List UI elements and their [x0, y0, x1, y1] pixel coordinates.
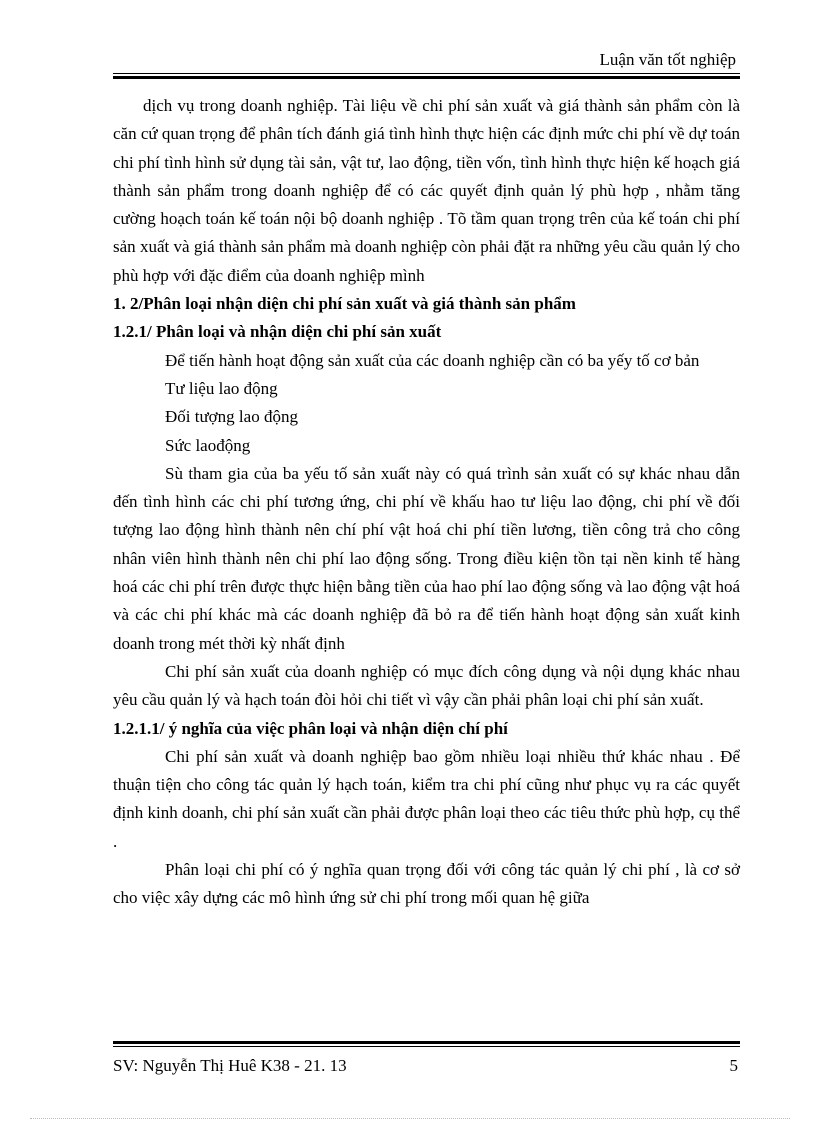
header-rule-thick — [113, 76, 740, 79]
footer-author: SV: Nguyễn Thị Huê K38 - 21. 13 — [113, 1056, 347, 1075]
body-paragraph: Để tiến hành hoạt động sản xuất của các doanh nghiệp cần có ba yếy tố cơ bản — [165, 350, 700, 370]
footer-rule-thin — [113, 1046, 740, 1047]
list-item: Tư liệu lao động — [165, 378, 278, 398]
subsubsection-heading: 1.2.1.1/ ý nghĩa của việc phân loại và nhận diện chí phí — [113, 718, 508, 738]
body-paragraph: Chi phí sản xuất và doanh nghiệp bao gồm nhiều loại nhiều thứ khác nhau . Để thuận tiện cho công tác quản lý hạch toán, kiểm tra chi phí cũng như phục vụ ra các quyết định kinh doanh, chi phí sản xuất cần phải được phân loại theo các tiêu thức phù hợp, cụ thể . — [113, 746, 740, 851]
header-title: Luận văn tốt nghiệp — [599, 50, 736, 69]
body-paragraph: dịch vụ trong doanh nghiệp. Tài liệu về chi phí sản xuất và giá thành sản phẩm còn là căn cứ quan trọng để phân tích đánh giá tình hình thực hiện các định mức chi phí về dự toán chi phí tình hình sử dụng tài sản, vật tư, lao động, tiền vốn, tình hình thực hiện kế hoạch giá thành sản phẩm trong doanh nghiệp để có các quyết định quản lý phù hợp , nhằm tăng cường hoạch toán kế toán nội bộ doanh nghiệp . Tõ tầm quan trọng trên của kế toán chi phí sản xuất và giá thành sản phẩm mà doanh nghiệp còn phải đặt ra những yêu cầu quản lý cho phù hợp với đặc điểm của doanh nghiệp mình — [113, 96, 740, 285]
section-heading: 1. 2/Phân loại nhận diện chi phí sản xuất và giá thành sản phẩm — [113, 294, 576, 314]
header-rule-thin — [113, 73, 740, 74]
body-paragraph: Sù tham gia của ba yếu tố sản xuất này có quá trình sản xuất có sự khác nhau dẫn đến tình hình các chi phí tương ứng, chi phí về khấu hao tư liệu lao động, chi phí về đối tượng lao động hình thành nên chí phí vật hoá chi phí tiền lương, tiền công trả cho công nhân viên hình thành nên chi phí lao động sống. Trong điều kiện tồn tại nền kinh tế hàng hoá các chi phí trên được thực hiện bằng tiền của hao phí lao động sống và lao động vật hoá và các chi phí khác mà các doanh nghiệp đã bỏ ra để tiến hành hoạt động sản xuất kinh doanh trong mét thời kỳ nhất định — [113, 463, 740, 653]
page-body — [113, 92, 740, 913]
body-paragraph: Chi phí sản xuất của doanh nghiệp có mục đích công dụng và nội dụng khác nhau yêu cầu quản lý và hạch toán đòi hỏi chi tiết vì vậy cần phải phân loại chi phí sản xuất. — [113, 661, 740, 710]
body-paragraph: Phân loại chi phí có ý nghĩa quan trọng đối với công tác quản lý chi phí , là cơ sở cho việc xây dựng các mô hình ứng sử chi phí trong mối quan hệ giữa — [113, 860, 740, 908]
page-edge-divider — [30, 1118, 790, 1119]
footer-rule-thick — [113, 1041, 740, 1044]
list-item: Sức laođộng — [165, 435, 251, 455]
page-number: 5 — [729, 1056, 738, 1075]
subsection-heading: 1.2.1/ Phân loại và nhận diện chi phí sản xuất — [113, 322, 442, 342]
list-item: Đối tượng lao động — [165, 407, 298, 427]
